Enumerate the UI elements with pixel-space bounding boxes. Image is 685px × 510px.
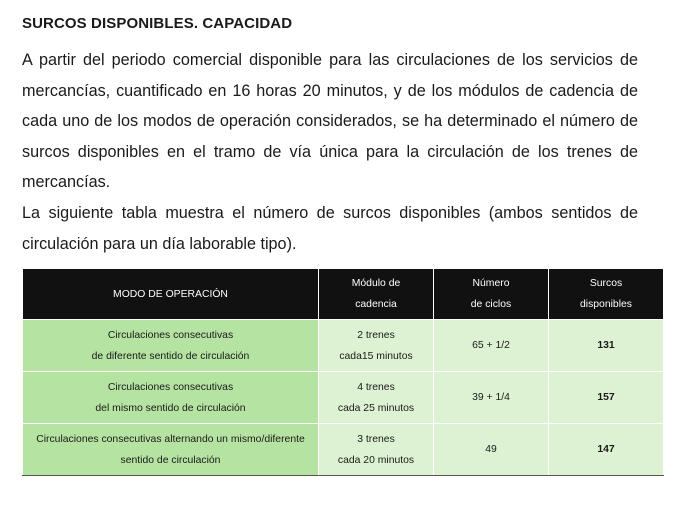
- row-cycle-count: 49: [434, 424, 549, 476]
- row-available-paths: 147: [549, 424, 664, 476]
- section-title: SURCOS DISPONIBLES. CAPACIDAD: [22, 15, 293, 32]
- row-cycle-count: 39 + 1/4: [434, 372, 549, 424]
- table-row: [23, 320, 664, 372]
- table-header-row: [23, 269, 664, 320]
- row-cadence-module: [319, 320, 434, 372]
- row-available-paths: 131: [549, 320, 664, 372]
- header-operation-mode: [23, 269, 319, 320]
- module-line2: cada15 minutos: [339, 350, 413, 362]
- row-cadence-module: [319, 372, 434, 424]
- header-cadence-module: [319, 269, 434, 320]
- module-line1: 2 trenes: [357, 329, 395, 341]
- table-row: [23, 372, 664, 424]
- module-line2: cada 20 minutos: [337, 454, 415, 466]
- module-line1: 3 trenes: [357, 433, 395, 445]
- module-line1: 4 trenes: [357, 381, 395, 393]
- header-paths-line1: Surcos: [589, 278, 623, 289]
- header-available-paths: [549, 269, 664, 320]
- mode-line2: del mismo sentido de circulación: [95, 402, 246, 414]
- mode-line1: Circulaciones consecutivas: [107, 329, 234, 341]
- header-cycle-count: [434, 269, 549, 320]
- header-cycles-line2: de ciclos: [470, 299, 512, 310]
- mode-line1: Circulaciones consecutivas alternando un mismo/diferente: [36, 433, 305, 445]
- mode-line2: sentido de circulación: [120, 454, 221, 466]
- row-available-paths: 157: [549, 372, 664, 424]
- header-cycles-line1: Número: [472, 278, 510, 289]
- capacity-table: [22, 268, 664, 476]
- table-intro-paragraph: La siguiente tabla muestra el número de surcos disponibles (ambos sentidos de circulación para un día laborable tipo).: [22, 204, 638, 253]
- table-row: [23, 424, 664, 476]
- row-operation-mode: [23, 372, 319, 424]
- mode-line1: Circulaciones consecutivas: [107, 381, 234, 393]
- header-cadence-line1: Módulo de: [351, 278, 401, 289]
- row-cycle-count: 65 + 1/2: [434, 320, 549, 372]
- row-cadence-module: [319, 424, 434, 476]
- header-operation-mode-label: MODO DE OPERACIÓN: [113, 288, 228, 300]
- mode-line2: de diferente sentido de circulación: [91, 350, 250, 362]
- row-operation-mode: [23, 424, 319, 476]
- module-line2: cada 25 minutos: [337, 402, 415, 414]
- header-paths-line2: disponibles: [580, 299, 632, 310]
- row-operation-mode: [23, 320, 319, 372]
- header-cadence-line2: cadencia: [355, 299, 397, 310]
- intro-paragraph: A partir del periodo comercial disponible para las circulaciones de los servicios de mercancías, cuantificado en 16 horas 20 minutos, y de los módulos de cadencia de cada uno de los modos de operación considerados, se ha determinado el número de surcos disponibles en el tramo de vía única para la circulación de los trenes de mercancías.: [22, 51, 638, 191]
